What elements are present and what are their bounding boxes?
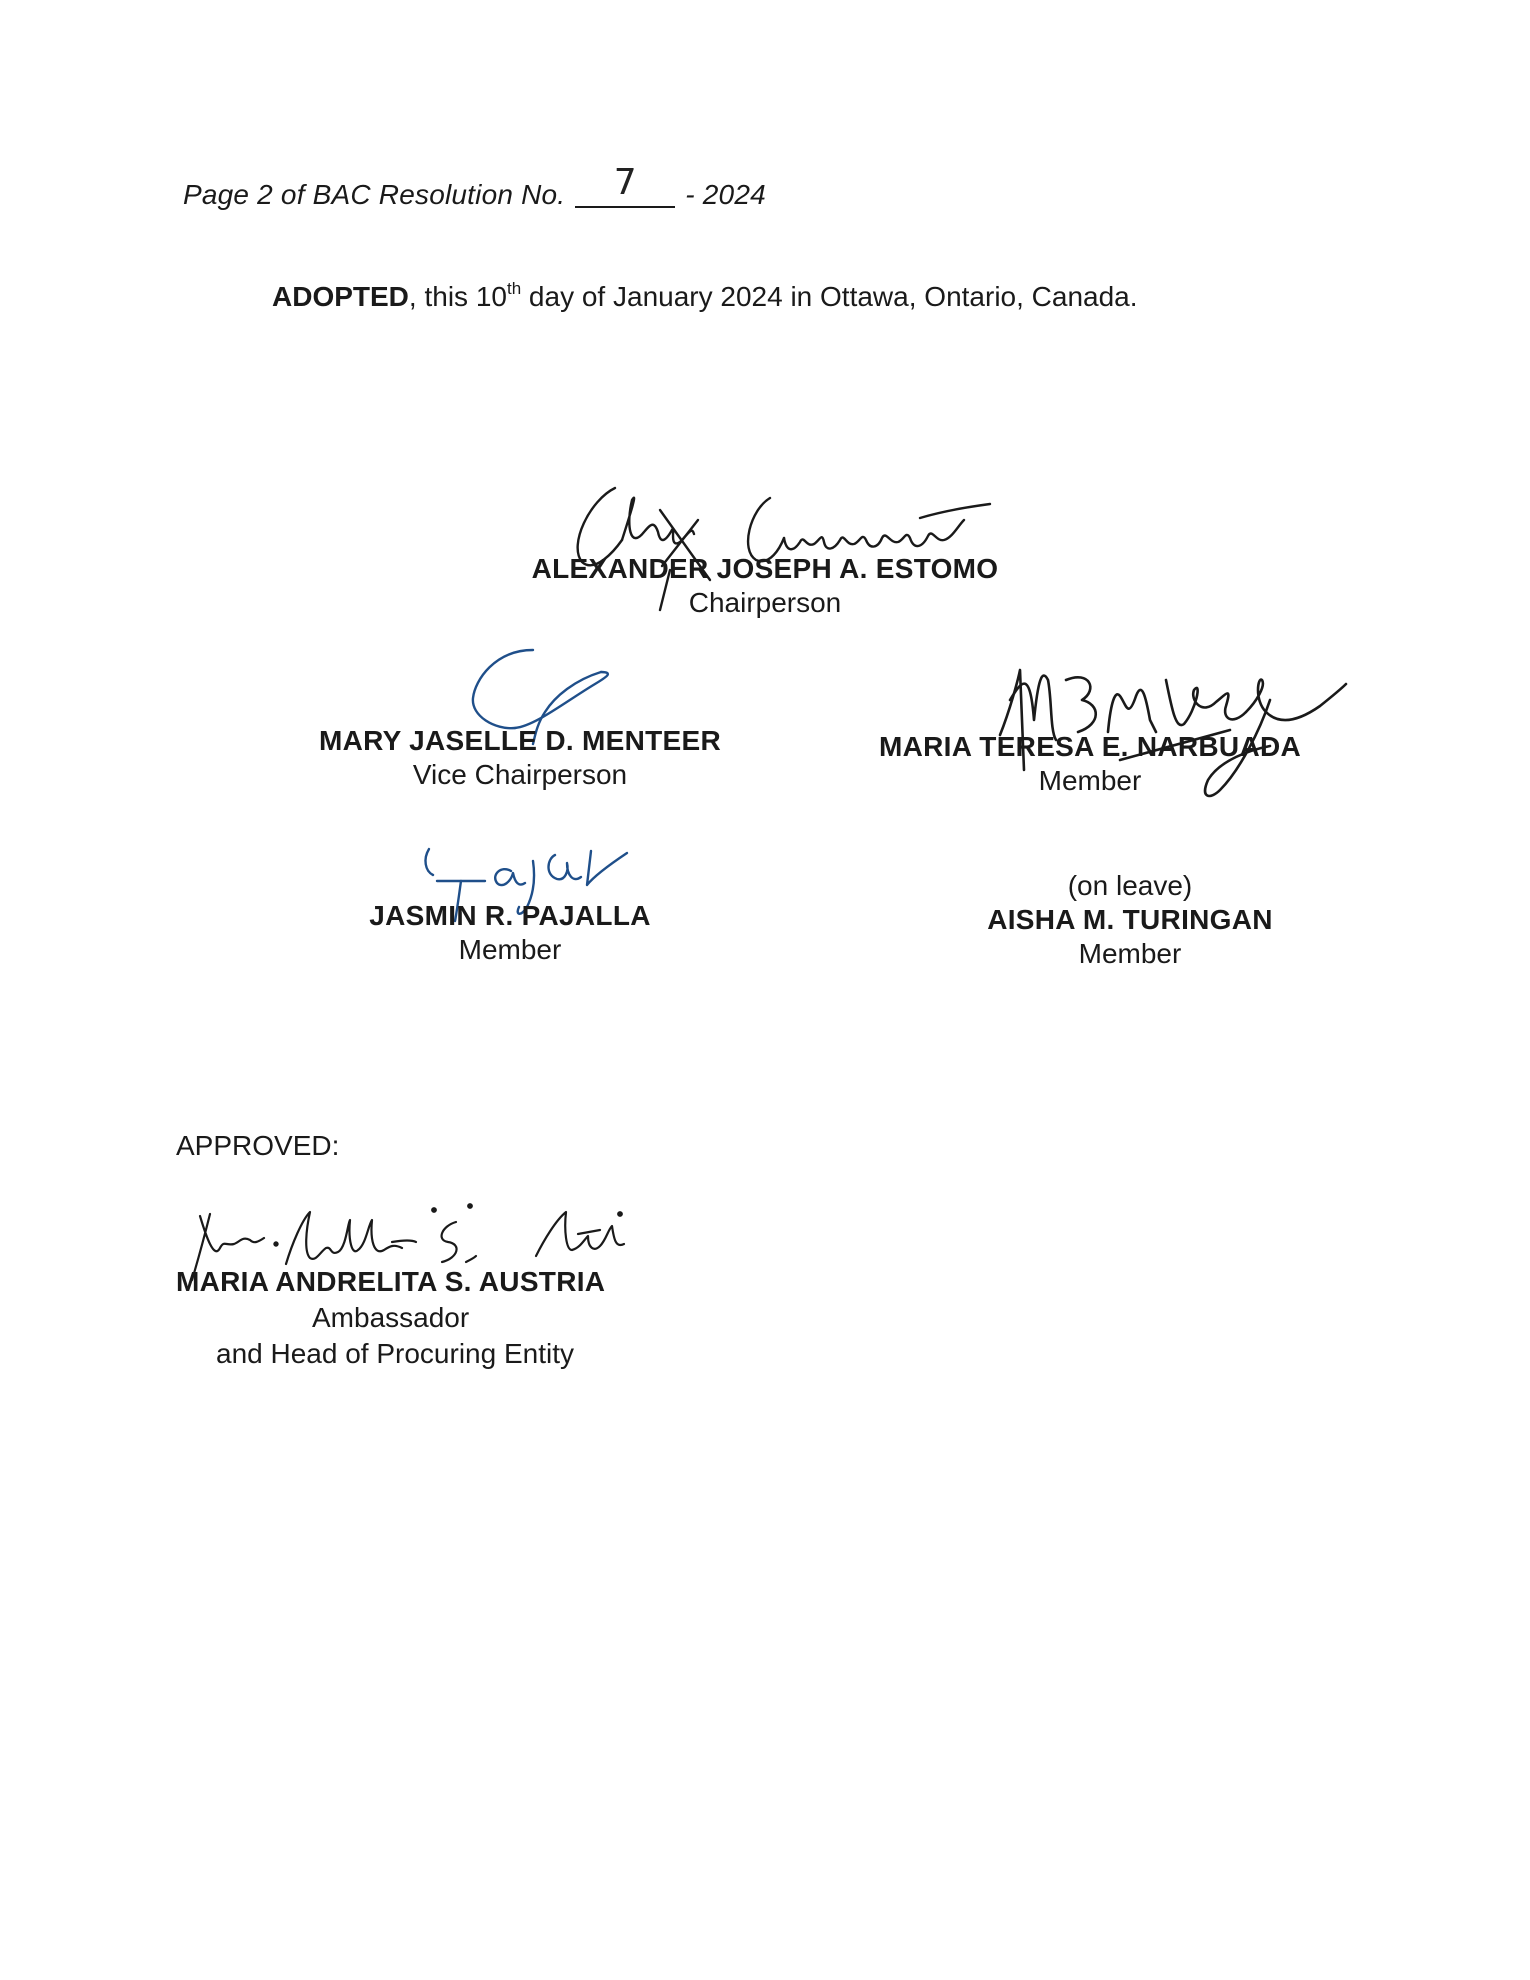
signatory-chair [440,553,1090,619]
approved-label: APPROVED: [176,1130,340,1161]
adopted-text-a: , this 10 [408,281,507,312]
signatory-member3-block [935,870,1325,970]
member2-name: JASMIN R. PAJALLA [369,900,651,931]
approver-block [176,1266,605,1370]
member3-note: (on leave) [1067,870,1193,901]
chair-title: Chairperson [688,587,842,618]
member3-title: Member [1078,938,1182,969]
member1-title: Member [1038,765,1142,796]
signatory-member1 [870,731,1310,797]
chair-name: ALEXANDER JOSEPH A. ESTOMO [531,553,999,584]
adopted-label: ADOPTED [272,281,409,312]
approver-name: MARIA ANDRELITA S. AUSTRIA [176,1266,606,1297]
signatory-member2 [330,900,690,966]
member1-name: MARIA TERESA E. NARBUADA [878,731,1302,762]
header-prefix: Page 2 of BAC Resolution No. [183,179,566,210]
resolution-number-blank [575,162,675,208]
adopted-ordinal: th [506,279,522,298]
approver-title-1: Ambassador [312,1302,470,1333]
adopted-text-b: day of January 2024 in Ottawa, Ontario, Canada. [521,281,1138,312]
member3-name: AISHA M. TURINGAN [987,904,1273,935]
signatory-vice-chair [300,725,740,791]
vice-chair-name: MARY JASELLE D. MENTEER [318,725,722,756]
page-header [183,162,766,211]
approver-title-2: and Head of Procuring Entity [216,1338,574,1369]
resolution-number: 7 [613,162,637,203]
member2-title: Member [458,934,562,965]
vice-chair-title: Vice Chairperson [412,759,628,790]
adopted-statement [272,281,1138,313]
header-suffix: - 2024 [685,179,766,210]
